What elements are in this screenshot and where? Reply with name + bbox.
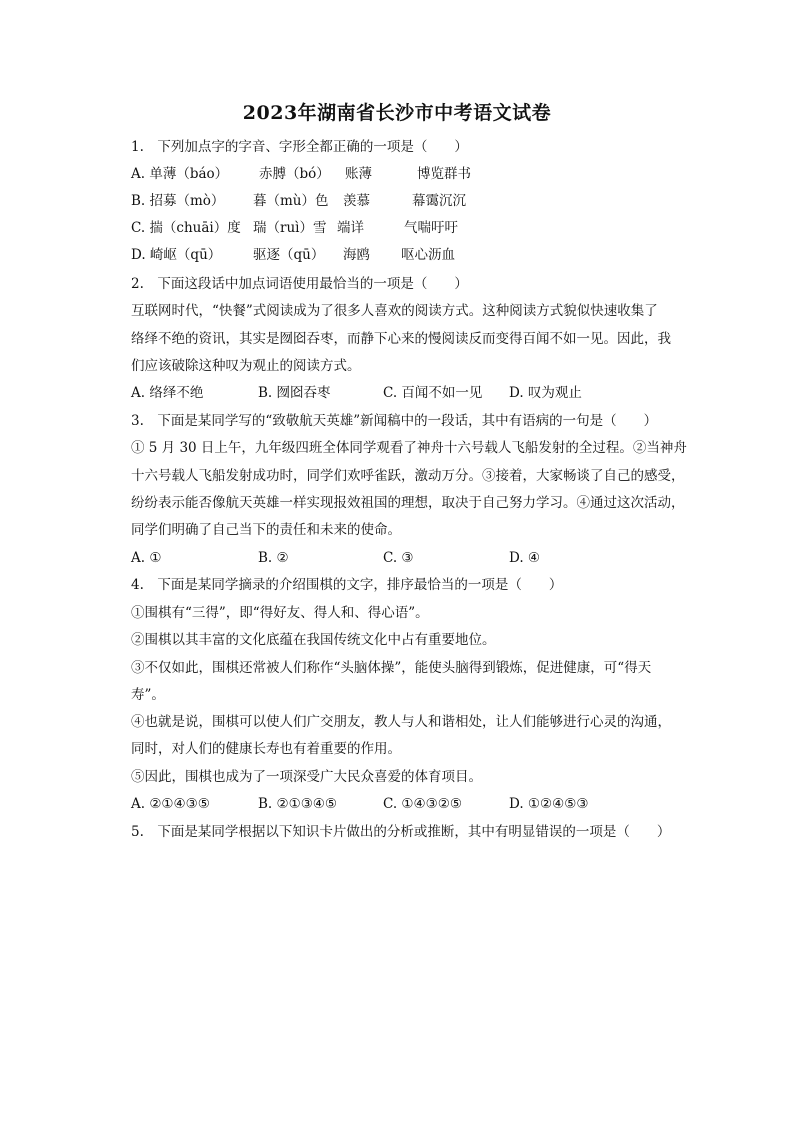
q3-option-b: B. ② <box>258 550 289 566</box>
q1-a-word-1: A. 单薄（báo） <box>131 166 229 182</box>
q1-b-word-2: 暮（mù）色 <box>253 193 329 209</box>
q3-passage-line: ① 5 月 30 日上午，九年级四班全体同学观看了神舟十六号载人飞船发射的全过程。②当神舟 <box>131 440 687 456</box>
q1-a-word-2: 赤膊（bó） <box>259 166 330 182</box>
q1-c-word-3: 端详 <box>337 220 364 236</box>
q3-passage-line: 十六号载人飞船发射成功时，同学们欢呼雀跃，激动万分。③接着，大家畅谈了自己的感受， <box>131 468 685 484</box>
q5-stem: 5. 下面是某同学根据以下知识卡片做出的分析或推断，其中有明显错误的一项是（ ） <box>131 824 671 840</box>
q3-option-a: A. ① <box>131 550 162 566</box>
q3-passage-line: 纷纷表示能否像航天英雄一样实现报效祖国的理想，取决于自己努力学习。④通过这次活动， <box>131 495 685 511</box>
q4-option-c: C. ①④③②⑤ <box>383 796 462 812</box>
q2-option-c: C. 百闻不如一见 <box>383 385 483 401</box>
q2-passage-line: 互联网时代，“快餐”式阅读成为了很多人喜欢的阅读方式。这种阅读方式貌似快速收集了 <box>131 303 658 319</box>
q1-c-word-2: 瑞（ruì）雪 <box>253 220 327 236</box>
q4-option-b: B. ②①③④⑤ <box>258 796 338 812</box>
q4-passage-line: ⑤因此，围棋也成为了一项深受广大民众喜爱的体育项目。 <box>131 769 482 785</box>
page-title: 2023年湖南省长沙市中考语文试卷 <box>242 102 552 124</box>
q4-option-d: D. ①②④⑤③ <box>509 796 589 812</box>
q1-d-word-3: 海鸥 <box>343 247 370 263</box>
q4-passage-line: ②围棋以其丰富的文化底蕴在我国传统文化中占有重要地位。 <box>131 632 496 648</box>
q1-a-word-4: 博览群书 <box>417 166 471 182</box>
q1-b-word-4: 幕霭沉沉 <box>412 193 466 209</box>
q3-passage-line: 同学们明确了自己当下的责任和未来的使命。 <box>131 522 401 538</box>
q1-d-word-4: 呕心沥血 <box>401 247 455 263</box>
q1-stem: 1. 下列加点字的字音、字形全都正确的一项是（ ） <box>131 139 468 155</box>
q1-d-word-1: D. 崎岖（qū） <box>131 247 222 263</box>
q1-c-word-4: 气喘吁吁 <box>404 220 458 236</box>
q1-c-word-1: C. 揣（chuāi）度 <box>131 220 241 236</box>
q4-passage-line: ④也就是说，围棋可以使人们广交朋友，教人与人和谐相处，让人们能够进行心灵的沟通， <box>131 714 671 730</box>
q2-option-d: D. 叹为观止 <box>509 385 582 401</box>
q4-option-a: A. ②①④③⑤ <box>131 796 210 812</box>
q1-d-word-2: 驱逐（qū） <box>253 247 325 263</box>
q3-option-c: C. ③ <box>383 550 414 566</box>
q4-passage-line: ①围棋有“三得”，即“得好友、得人和、得心语”。 <box>131 605 429 621</box>
q2-passage-line: 们应该破除这种叹为观止的阅读方式。 <box>131 358 361 374</box>
q4-passage-line: 同时，对人们的健康长寿也有着重要的作用。 <box>131 741 401 757</box>
q4-stem: 4. 下面是某同学摘录的介绍围棋的文字，排序最恰当的一项是（ ） <box>131 577 563 593</box>
q3-option-d: D. ④ <box>509 550 541 566</box>
q3-stem: 3. 下面是某同学写的“致敬航天英雄”新闻稿中的一段话，其中有语病的一句是（ ） <box>131 413 658 429</box>
q2-passage-line: 络绎不绝的资讯，其实是囫囵吞枣，而静下心来的慢阅读反而变得百闻不如一见。因此，我 <box>131 331 671 347</box>
q1-b-word-3: 羡慕 <box>343 193 370 209</box>
q4-passage-line: ③不仅如此，围棋还常被人们称作“头脑体操”，能使头脑得到锻炼，促进健康，可“得天 <box>131 660 652 676</box>
q1-a-word-3: 账薄 <box>345 166 372 182</box>
q4-passage-line: 寿”。 <box>131 687 165 703</box>
q2-stem: 2. 下面这段话中加点词语使用最恰当的一项是（ ） <box>131 276 468 292</box>
q1-b-word-1: B. 招募（mò） <box>131 193 225 209</box>
q2-option-a: A. 络绎不绝 <box>131 385 204 401</box>
q2-option-b: B. 囫囵吞枣 <box>258 385 331 401</box>
